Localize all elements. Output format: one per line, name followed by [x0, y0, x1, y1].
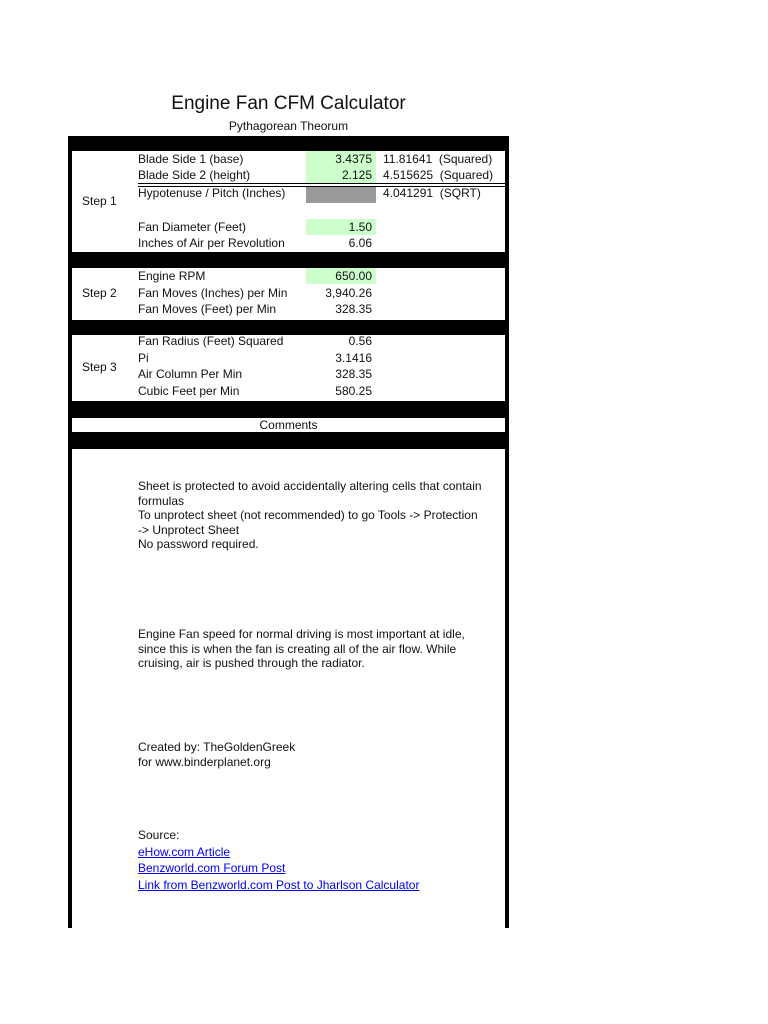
fan-radius-value: 0.56 — [348, 334, 372, 348]
air-column-label: Air Column Per Min — [138, 367, 243, 381]
hypotenuse-sqrt-note: (SQRT) — [439, 186, 481, 200]
inches-per-rev-label: Inches of Air per Revolution — [138, 236, 285, 250]
hypotenuse-sqrt — [383, 185, 481, 201]
step2-label: Step 2 — [82, 286, 117, 300]
blade-side1-label: Blade Side 1 (base) — [138, 152, 244, 166]
air-column-value: 328.35 — [335, 367, 372, 381]
fan-diameter-label: Fan Diameter (Feet) — [138, 220, 247, 234]
hypotenuse-cell — [306, 187, 376, 203]
calculator-frame — [68, 136, 509, 928]
engine-rpm-label: Engine RPM — [138, 269, 206, 283]
blade-side1-squared-note: (Squared) — [438, 152, 493, 166]
cfm-value: 580.25 — [335, 384, 372, 398]
step1-label: Step 1 — [82, 194, 117, 208]
hypotenuse-sqrt-value: 4.041291 — [383, 186, 434, 200]
credit-note — [138, 740, 508, 769]
blade-side1-squared-value: 11.81641 — [383, 152, 433, 166]
fan-moves-feet-label: Fan Moves (Feet) per Min — [138, 302, 277, 316]
comments-bar — [72, 418, 505, 432]
note-line: Created by: TheGoldenGreek — [138, 740, 296, 754]
note-line: -> Unprotect Sheet — [138, 522, 240, 537]
fan-moves-inches-value: 3,940.26 — [325, 286, 372, 300]
pi-label: Pi — [138, 351, 149, 365]
page-subtitle: Pythagorean Theorum — [228, 119, 349, 133]
blade-side2-squared — [383, 167, 493, 183]
blade-side1-squared — [383, 151, 492, 167]
page-title: Engine Fan CFM Calculator — [171, 93, 406, 114]
step2-panel — [72, 268, 505, 320]
note-line: Engine Fan speed for normal driving is most important at idle, — [138, 627, 465, 641]
cfm-label: Cubic Feet per Min — [138, 384, 240, 398]
fan-moves-inches-label: Fan Moves (Inches) per Min — [138, 286, 288, 300]
protection-note — [138, 479, 508, 552]
note-line: since this is when the fan is creating all of the air flow. While — [138, 641, 457, 656]
fan-diameter-input[interactable]: 1.50 — [306, 219, 376, 235]
hypotenuse-label: Hypotenuse / Pitch (Inches) — [138, 186, 286, 200]
step3-label: Step 3 — [82, 360, 117, 374]
comments-panel — [72, 449, 505, 928]
fan-moves-feet-value: 328.35 — [335, 302, 372, 316]
ehow-article-link[interactable]: eHow.com Article — [138, 844, 231, 859]
comments-header: Comments — [259, 418, 318, 432]
inches-per-rev-value: 6.06 — [348, 236, 372, 250]
note-line: for www.binderplanet.org — [138, 754, 271, 769]
source-note — [138, 828, 508, 892]
note-line: cruising, air is pushed through the radiator. — [138, 656, 365, 670]
note-line: No password required. — [138, 537, 259, 551]
step1-panel — [72, 151, 505, 252]
note-line: To unprotect sheet (not recommended) to go Tools -> Protection — [138, 508, 478, 522]
note-line: Sheet is protected to avoid accidentally altering cells that contain — [138, 479, 482, 493]
fan-radius-label: Fan Radius (Feet) Squared — [138, 334, 284, 348]
benzworld-forum-link[interactable]: Benzworld.com Forum Post — [138, 861, 286, 875]
blade-side2-squared-note: (Squared) — [439, 168, 494, 182]
idle-note — [138, 627, 508, 671]
blade-side2-input[interactable]: 2.125 — [306, 167, 376, 183]
divider-line-top — [138, 183, 505, 184]
engine-rpm-input[interactable]: 650.00 — [306, 268, 376, 284]
note-line: formulas — [138, 493, 185, 508]
source-label: Source: — [138, 828, 180, 842]
step3-panel — [72, 335, 505, 401]
blade-side1-input[interactable]: 3.4375 — [306, 151, 376, 167]
blade-side2-squared-value: 4.515625 — [383, 168, 434, 182]
jharlson-calculator-link[interactable]: Link from Benzworld.com Post to Jharlson Calculator — [138, 877, 420, 892]
blade-side2-label: Blade Side 2 (height) — [138, 168, 251, 182]
pi-value: 3.1416 — [335, 351, 372, 365]
